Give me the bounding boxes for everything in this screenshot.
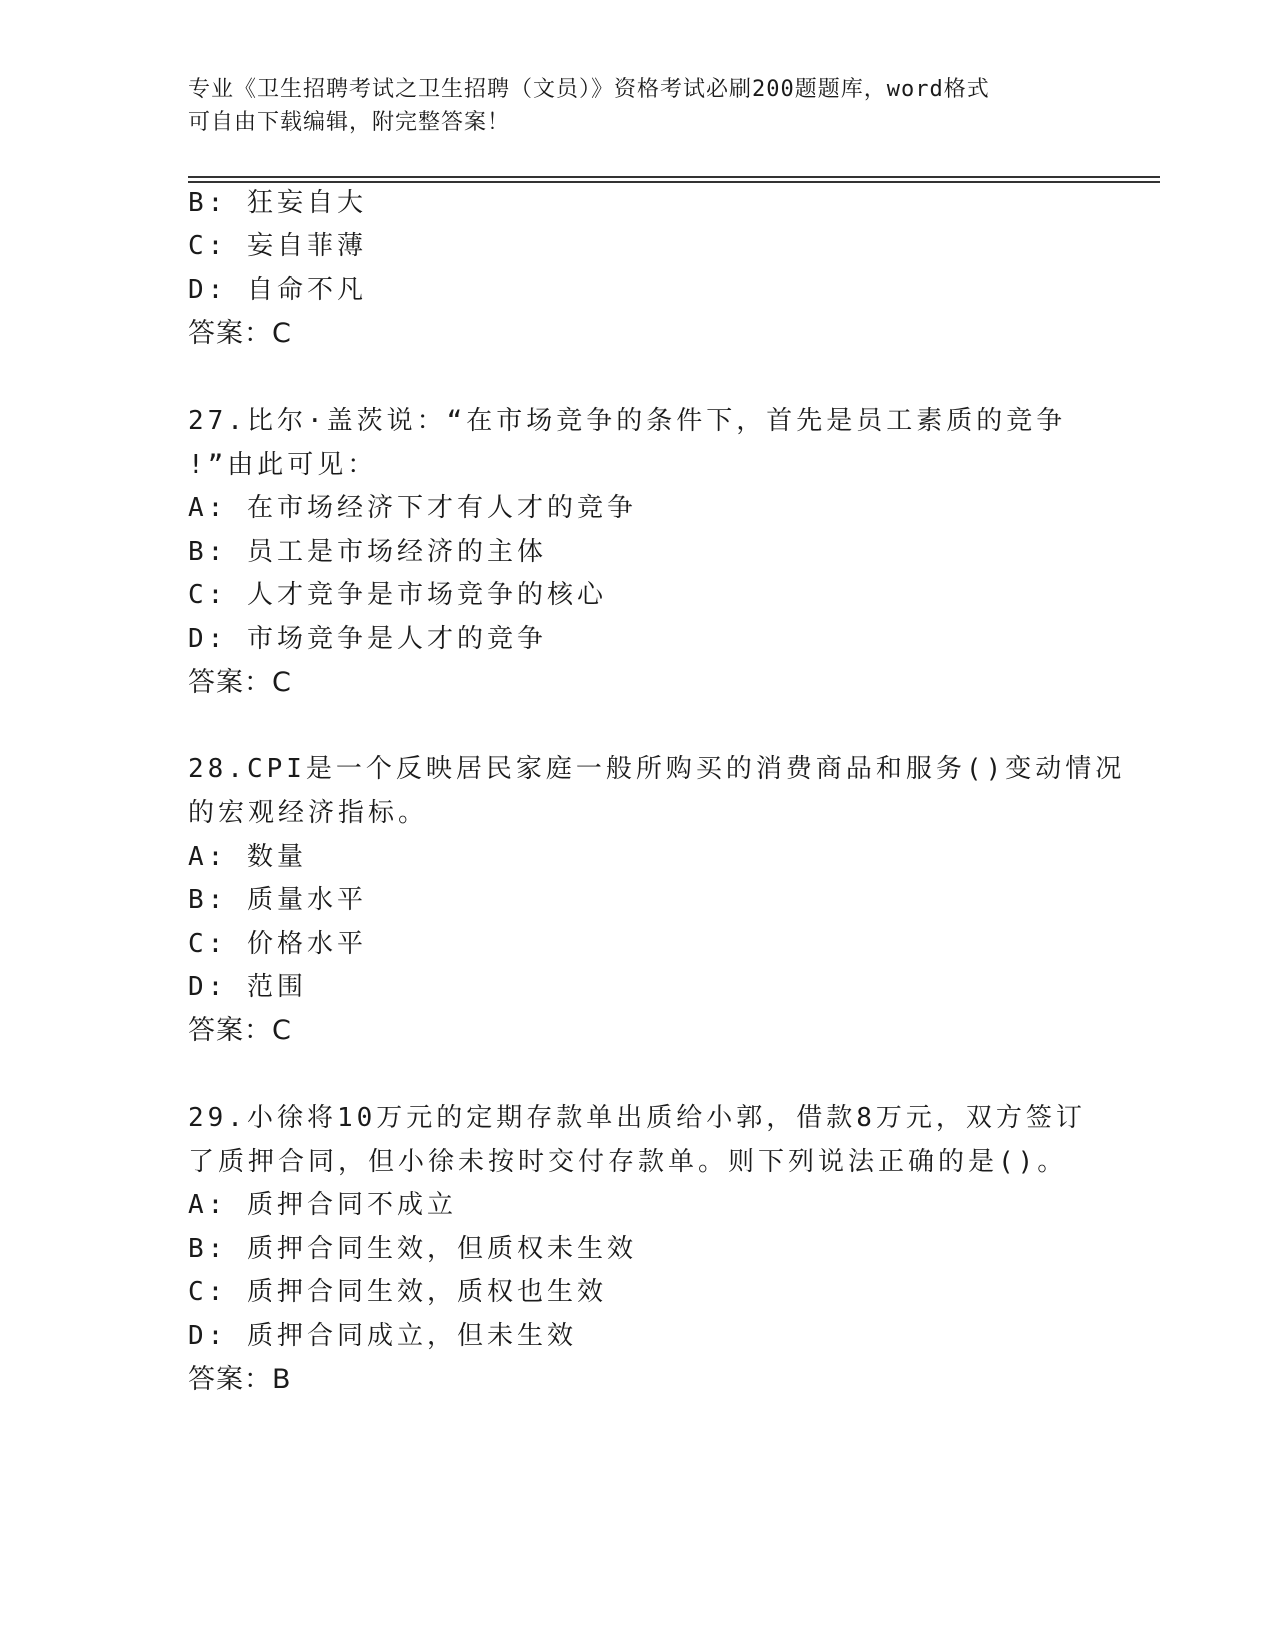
q28-option-b: B: 质量水平 <box>188 885 367 915</box>
q27-stem-line-1: 27.比尔·盖茨说：“在市场竞争的条件下，首先是员工素质的竞争 <box>188 406 1067 436</box>
q29-stem-line-2: 了质押合同，但小徐未按时交付存款单。则下列说法正确的是()。 <box>188 1147 1068 1177</box>
document-header <box>188 73 1088 139</box>
q27-option-b: B: 员工是市场经济的主体 <box>188 537 547 567</box>
q27-option-a: A: 在市场经济下才有人才的竞争 <box>188 493 637 523</box>
q29-option-c: C: 质押合同生效，质权也生效 <box>188 1277 607 1307</box>
q28-answer: 答案：C <box>188 1015 292 1046</box>
q29-answer: 答案：B <box>188 1364 292 1395</box>
header-line-1: 专业《卫生招聘考试之卫生招聘（文员）》资格考试必刷200题题库，word格式 <box>188 77 990 102</box>
q28-stem-line-1: 28.CPI是一个反映居民家庭一般所购买的消费商品和服务()变动情况 <box>188 754 1126 784</box>
q27-option-d: D: 市场竞争是人才的竞争 <box>188 624 547 654</box>
header-rule-top <box>188 176 1160 178</box>
q27-option-c: C: 人才竞争是市场竞争的核心 <box>188 580 607 610</box>
prev-option-b: B: 狂妄自大 <box>188 188 367 218</box>
q28-option-d: D: 范围 <box>188 972 307 1002</box>
prev-answer: 答案：C <box>188 318 292 349</box>
q29-option-d: D: 质押合同成立，但未生效 <box>188 1321 577 1351</box>
prev-option-c: C: 妄自菲薄 <box>188 231 367 261</box>
q27-answer: 答案：C <box>188 667 292 698</box>
q27-stem-line-2: !”由此可见： <box>188 450 378 480</box>
q28-stem-line-2: 的宏观经济指标。 <box>188 798 429 828</box>
q28-option-c: C: 价格水平 <box>188 929 367 959</box>
q29-option-a: A: 质押合同不成立 <box>188 1190 457 1220</box>
header-line-2: 可自由下载编辑，附完整答案！ <box>188 110 511 135</box>
header-rule-bottom <box>188 181 1160 183</box>
q29-option-b: B: 质押合同生效，但质权未生效 <box>188 1234 637 1264</box>
q29-stem-line-1: 29.小徐将10万元的定期存款单出质给小郭，借款8万元，双方签订 <box>188 1103 1086 1133</box>
q28-option-a: A: 数量 <box>188 842 307 872</box>
prev-option-d: D: 自命不凡 <box>188 275 367 305</box>
